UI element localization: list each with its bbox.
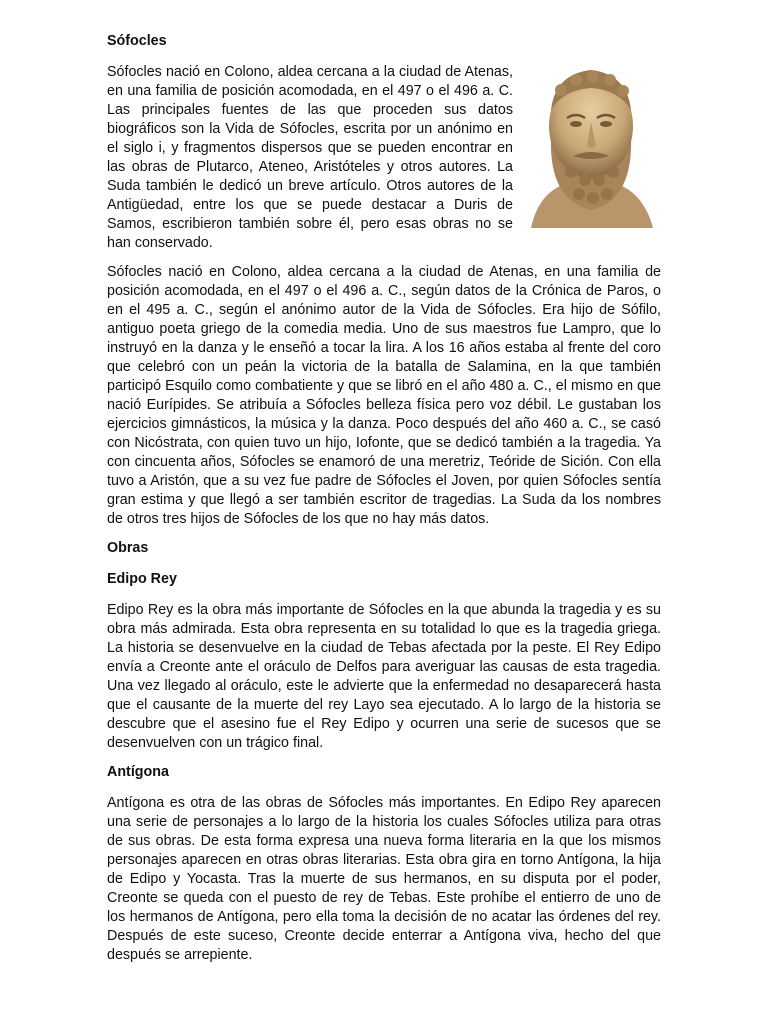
intro-section — [107, 63, 661, 253]
edipo-paragraph: Edipo Rey es la obra más importante de Sófocles en la que abunda la tragedia y es su obra más admirada. Esta obra representa en su totalidad lo que es la tragedia griega. La historia se desenvuelve en la ciudad de Tebas afectada por la peste. El Rey Edipo envía a Creonte ante el oráculo de Delfos para averiguar las causas de esta tragedia. Una vez llegado al oráculo, este le advierte que la enfermedad no desaparecerá hasta que el causante de la muerte del rey Layo sea ejecutado. A lo largo de la historia se descubre que el asesino fue el Rey Edipo y ocurren una serie de sucesos que se desenvuelven con un trágico final. — [107, 602, 661, 751]
edipo-heading: Edipo Rey — [107, 571, 177, 587]
title-heading: Sófocles — [107, 33, 167, 49]
works-heading: Obras — [107, 540, 149, 556]
document-page — [107, 32, 661, 975]
bio-paragraph: Sófocles nació en Colono, aldea cercana a la ciudad de Atenas, en una familia de posición acomodada, en el 497 o el 496 a. C., según datos de la Crónica de Paros, o en el 495 a. C., según el anónimo autor de la Vida de Sófocles. Era hijo de Sófilo, antiguo poeta griego de la comedia media. Uno de sus maestros fue Lampro, que lo instruyó en la danza y le enseñó a tocar la lira. A los 16 años estaba al frente del coro que celebró con un peán la victoria de la batalla de Salamina, en la que también participó Esquilo como combatiente y que se libró en el año 480 a. C., el mismo en que nació Eurípides. Se atribuía a Sófocles belleza física pero voz débil. Le gustaban los ejercicios gimnásticos, la música y la danza. Poco después del año 460 a. C., se casó con Nicóstrata, con quien tuvo un hijo, Iofonte, que se dedicó también a la tragedia. Ya con cincuenta años, Sófocles se enamoró de una meretriz, Teóride de Sición. Con ella tuvo a Aristón, que a su vez fue padre de Sófocles el Joven, por quien Sófocles sentía gran estima y que llegó a ser también escritor de tragedias. La Suda da los nombres de otros tres hijos de Sófocles de los que no hay más datos. — [107, 264, 661, 527]
bust-image — [521, 60, 661, 228]
intro-paragraph: Sófocles nació en Colono, aldea cercana a la ciudad de Atenas, en una familia de posición acomodada, en el 497 o el 496 a. C. Las principales fuentes de las que proceden sus datos biográficos son la Vida de Sófocles, escrita por un anónimo en el siglo i, y fragmentos dispersos que se pueden encontrar en las obras de Plutarco, Ateneo, Aristóteles y otros autores. La Suda también le dedicó un breve artículo. Otros autores de la Antigüedad, entre los que se puede destacar a Duris de Samos, escribieron también sobre él, pero esas obras no se han conservado. — [107, 64, 513, 251]
sophocles-bust-icon — [521, 60, 661, 228]
antigona-paragraph: Antígona es otra de las obras de Sófocles más importantes. En Edipo Rey aparecen una serie de personajes a lo largo de la historia los cuales Sófocles utiliza para otras de sus obras. De esta forma expresa una nueva forma literaria en la que los mismos personajes aparecen en otras obras literarias. Esta obra gira en torno Antígona, la hija de Edipo y Yocasta. Tras la muerte de sus hermanos, en su disputa por el poder, Creonte se queda con el puesto de rey de Tebas. Este prohíbe el entierro de uno de los hermanos de Antígona, pero ella toma la decisión de no acatar las órdenes del rey. Después de este suceso, Creonte decide enterrar a Antígona viva, hecho del que después se arrepiente. — [107, 795, 661, 963]
antigona-heading: Antígona — [107, 764, 169, 780]
